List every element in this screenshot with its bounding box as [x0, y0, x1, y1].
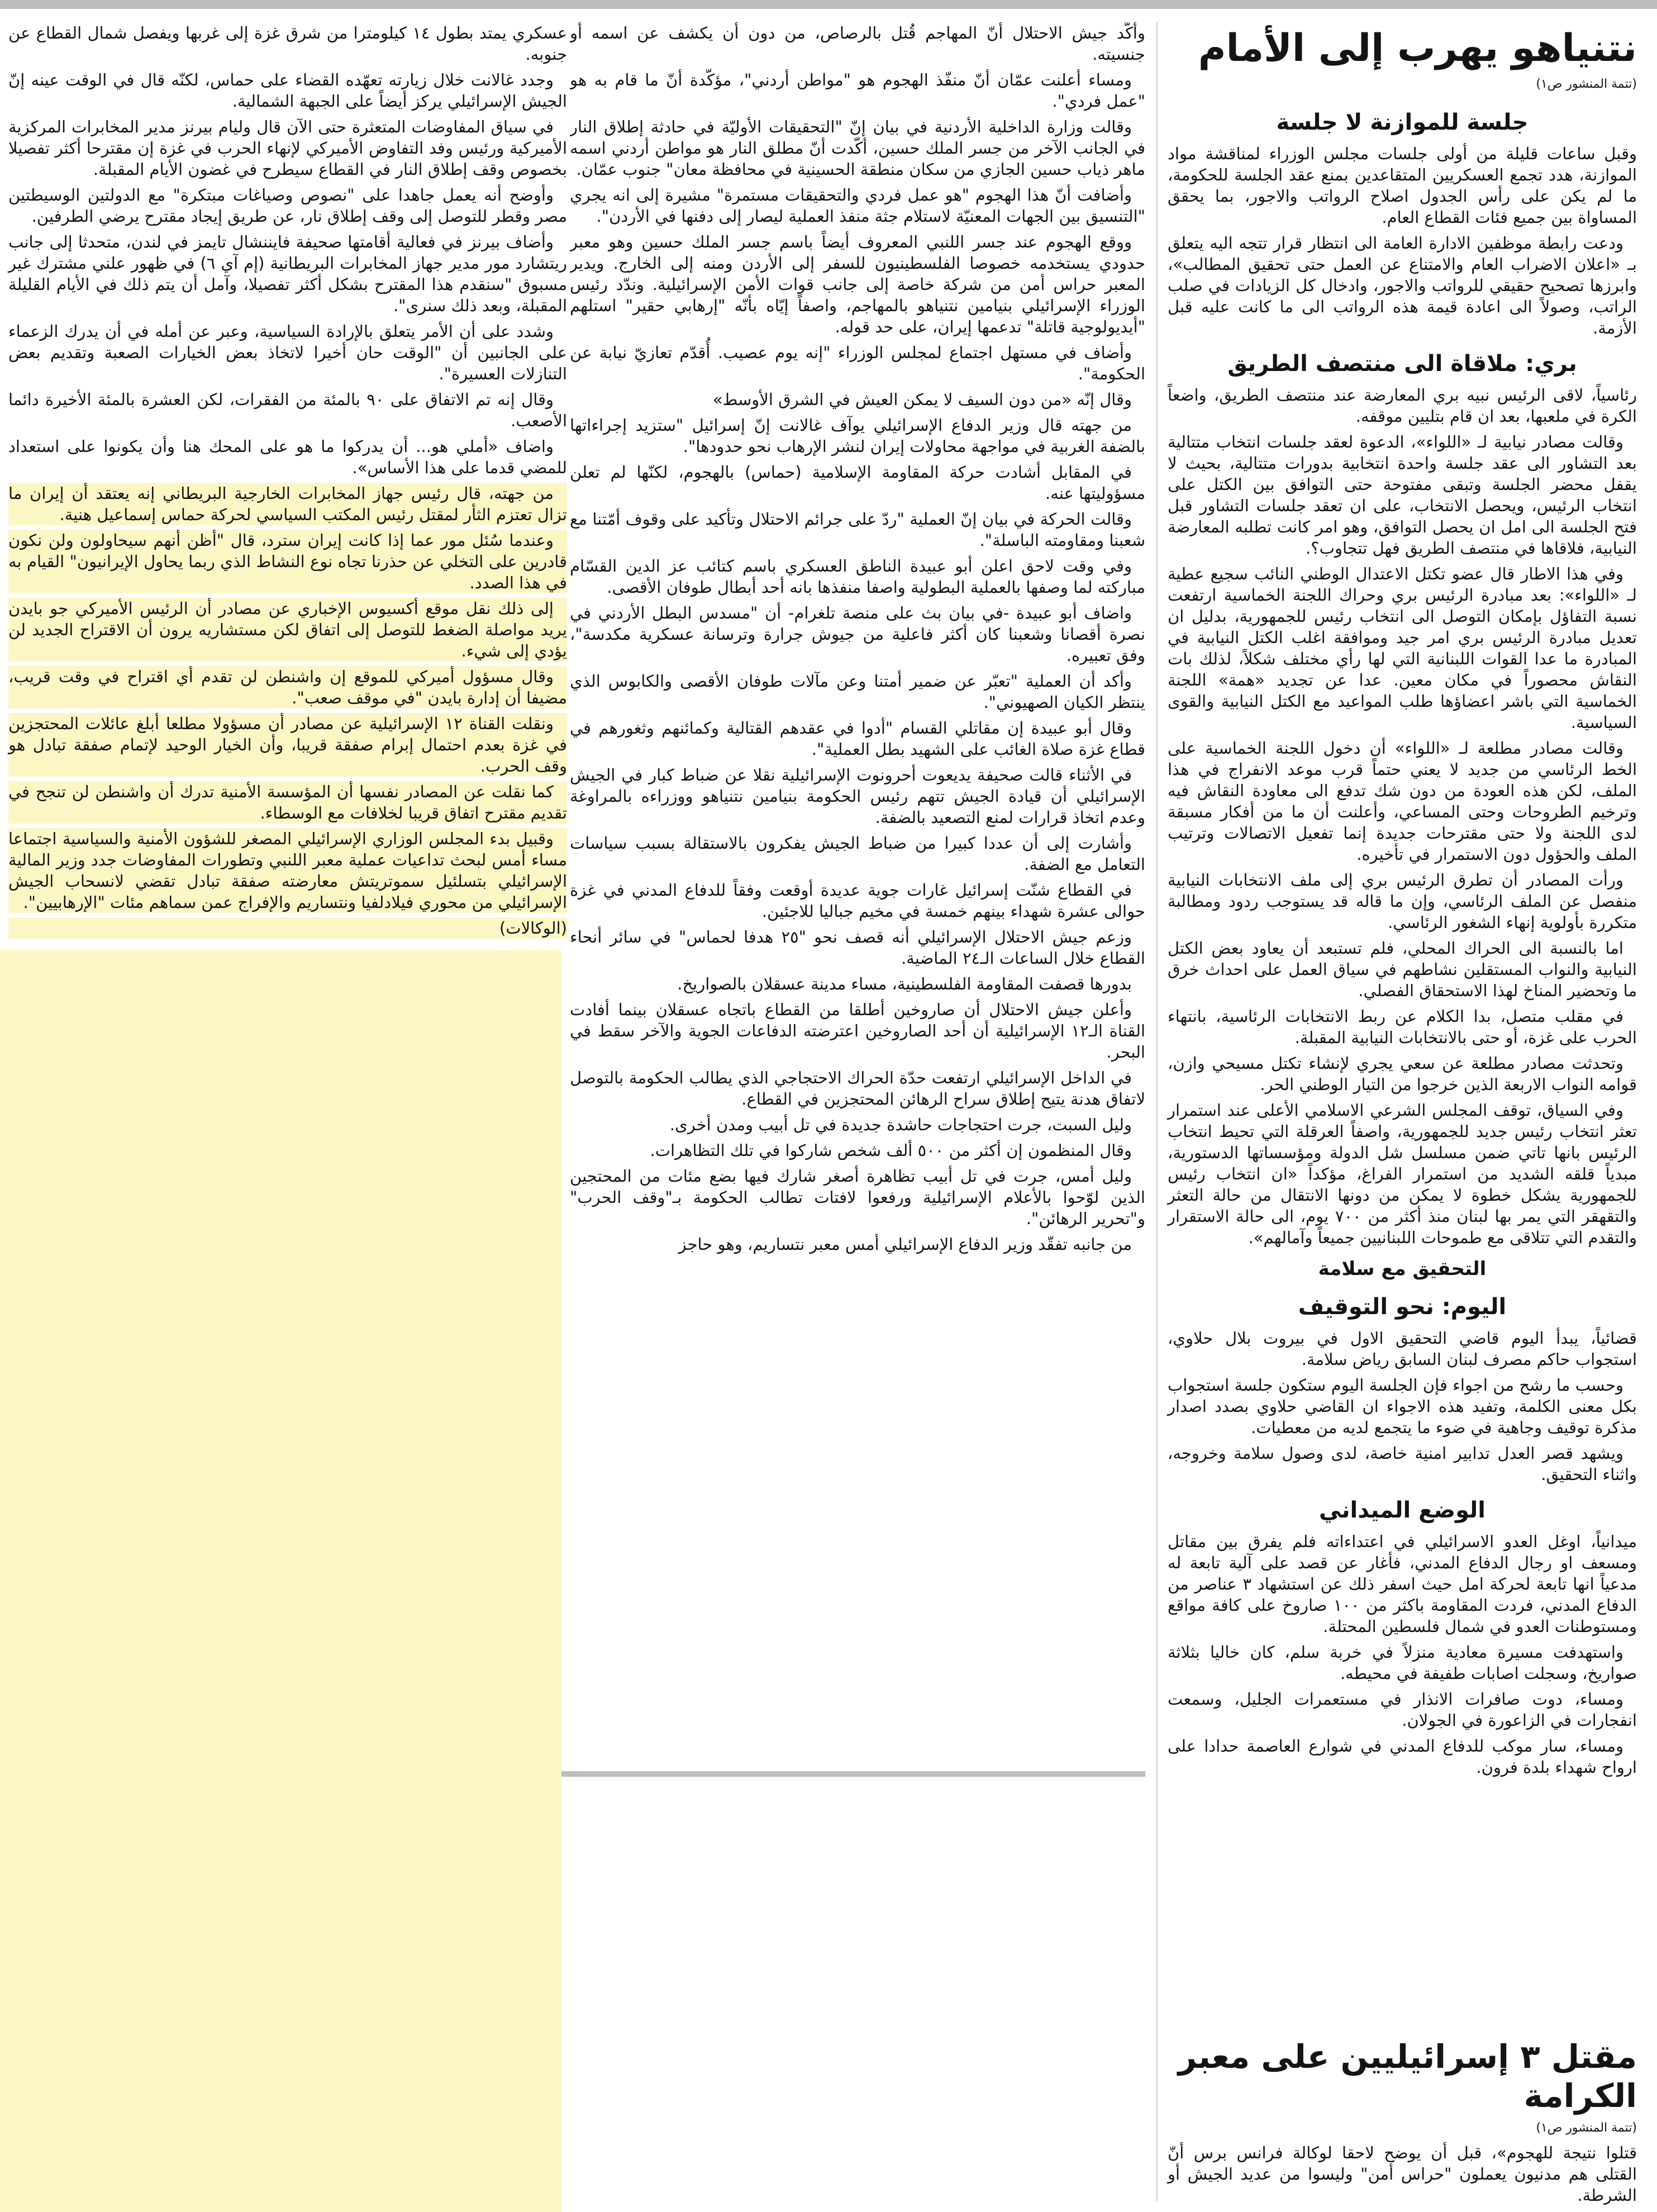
paragraph: في القطاع شنّت إسرائيل غارات جوية عديدة أوقعت وفقاً للدفاع المدني في غزة حوالى عشرة شهداء بينهم خمسة في مخيم جباليا للاجئين.: [570, 881, 1145, 921]
paragraph: ووقع الهجوم عند جسر اللنبي المعروف أيضاً باسم جسر الملك حسين وهو معبر حدودي يستخدمه خصوصا الفلسطينيون للسفر إلى الأردن ومنه إلى الخارج. ويدير المعبر حراس أمن من شركة خاصة إلى جانب قوات الأمن الإسرائيلية. وندّد رئيس الوزراء الإسرائيلي بنيامين نتنياهو بالمهاجم، واصفاً إيّاه بأنّه "إرهابي حقير" استلهم "أيديولوجية قاتلة" تدعمها إيران، على حد قوله.: [570, 232, 1145, 336]
paragraph: وأعلن جيش الاحتلال أن صاروخين أطلقا من القطاع باتجاه عسقلان بينما أفادت القناة الـ١٢ الإسرائيلية أن أحد الصاروخين اعترضته الدفاعات الجوية والآخر سقط في البحر.: [570, 1000, 1145, 1062]
highlight-region: [0, 950, 561, 2212]
paragraph: من جهته قال وزير الدفاع الإسرائيلي يوآف غالانت إنّ إسرائيل "ستزيد إجراءاتها بالضفة الغربية في مواجهة محاولات إيران لنشر الإرهاب نحو حدودها".: [570, 416, 1145, 456]
left-column: [8, 22, 567, 943]
paragraph: واضاف أبو عبيدة -في بيان بث على منصة تلغرام- أن "مسدس البطل الأردني في نصرة أقصانا وشعبنا كان أكثر فاعلية من جيوش جرارة وترسانة عسكرية مكدسة"، وفق تعبيره.: [570, 603, 1145, 665]
paragraph: كما نقلت عن المصادر نفسها أن المؤسسة الأمنية تدرك أن واشنطن لن تنجح في تقديم مقترح اتفاق قريبا لخلافات مع الوسطاء.: [8, 782, 567, 822]
paragraph: وقال المنظمون إن أكثر من ٥٠٠ ألف شخص شاركوا في تلك التظاهرات.: [650, 1141, 1132, 1160]
paragraph: وقبل ساعات قليلة من أولى جلسات مجلس الوزراء لمناقشة مواد الموازنة، هدد تجمع العسكريين المتقاعدين بمنع عقد الجلسة للحكومة، ما لم يكن على رأس الجدول اصلاح الرواتب والاجور، بما يحقق المساواة بين جميع فئات القطاع العام.: [1168, 144, 1637, 227]
middle-column: [570, 22, 1145, 1763]
paragraph: وقال مسؤول أميركي للموقع إن واشنطن لن تقدم أي اقتراح في وقت قريب، مضيفا أن إدارة بايدن "في موقف صعب".: [8, 667, 567, 707]
paragraph: قضائياً، يبدأ اليوم قاضي التحقيق الاول في بيروت بلال حلاوي، استجواب حاكم مصرف لبنان السابق رياض سلامة.: [1168, 1329, 1637, 1369]
paragraph: وأضاف بيرنز في فعالية أقامتها صحيفة فايننشال تايمز في لندن، متحدثا إلى جانب ريتشارد مور مدير جهاز المخابرات البريطانية (إم آي ٦) في ظهور علني مشترك غير مسبوق "سنقدم هذا المقترح بشكل أكثر تفصيلا، وآمل أن يتم ذلك في الأيام القليلة المقبلة، وبعد ذلك سنرى".: [8, 232, 567, 315]
paragraph: وقالت مصادر مطلعة لـ «اللواء» أن دخول اللجنة الخماسية على الخط الرئاسي من جديد لا يعني حتماً قرب موعد الانفراج في هذا الملف، لكن هذه العودة من دون شك تدفع الى معاودة النقاش فيه وترخيم الطروحات وحتى المساعي، وأعلنت أن ما من أفكار مسبقة لدى اللجنة ولا حتى مقترحات جديدة إنما تفعيل الاتصالات وترتيب الملف والحؤول دون الاستمرار في تأخيره.: [1168, 739, 1637, 864]
paragraph: وأكّد جيش الاحتلال أنّ المهاجم قُتل بالرصاص، من دون أن يكشف عن اسمه أو جنسيته.: [570, 23, 1145, 64]
paragraph: في مقلب متصل، بدا الكلام عن ربط الانتخابات الرئاسية، بانتهاء الحرب على غزة، أو حتى بالانتخابات النيابية المقبلة.: [1168, 1007, 1637, 1047]
paragraph: ومساء أعلنت عمّان أنّ منفّذ الهجوم هو "مواطن أردني"، مؤكّدة أنّ ما قام به هو "عمل فردي".: [570, 70, 1145, 111]
paragraph: وفي هذا الاطار قال عضو تكتل الاعتدال الوطني النائب سجيع عطية لـ «اللواء»: بعد مبادرة الرئيس بري وحراك اللجنة الخماسية ارتفعت نسبة التفاؤل بإمكان التوصل الى انتخاب رئيس للجمهورية، بدليل ان تعديل مبادرة الرئيس بري امر جيد وموافقة اغلب الكتل النيابية في المبادرة ما عدا القوات اللبنانية التي لها رأي مختلف شكلاً، لذلك بات النقاش محصوراً في مكان معين. عدا عن تجديد «همة» اللجنة الخماسية التي باشر اعضاؤها طلب المواعيد مع الكتل النيابية والقوى السياسية.: [1168, 564, 1637, 732]
section-subheading: اليوم: نحو التوقيف: [1298, 1294, 1507, 1320]
paragraph: وأكد أن العملية "تعبّر عن ضمير أمتنا وعن مآلات طوفان الأقصى والكابوس الذي ينتظر الكيان الصهيوني".: [570, 672, 1145, 712]
paragraph: إلى ذلك نقل موقع أكسيوس الإخباري عن مصادر أن الرئيس الأميركي جو بايدن يريد مواصلة الضغط للتوصل إلى اتفاق لكن مستشاريه يرون أن الاقتراح الجديد لن يؤدي إلى شيء.: [8, 599, 567, 660]
paragraph: وقبيل بدء المجلس الوزاري الإسرائيلي المصغر للشؤون الأمنية والسياسية اجتماعا مساء أمس لبحث تداعيات عملية معبر اللنبي وتطورات المفاوضات جدد وزير المالية الإسرائيلي بتسلئيل سموتريتش معارضته صفقة تبادل تقضي لانسحاب الجيش الإسرائيلي من محوري فيلادلفيا ونتساريم والإفراج عمن سماهم مئات "الإرهابيين".: [8, 829, 567, 912]
continuation-note: (تتمة المنشور ص١): [1536, 2121, 1637, 2135]
paragraph: وأضاف في مستهل اجتماع لمجلس الوزراء "إنه يوم عصيب. أُقدّم تعازيّ نيابة عن الحكومة".: [570, 343, 1145, 383]
paragraph: عسكري يمتد بطول ١٤ كيلومترا من شرق غزة إلى غربها ويفصل شمال القطاع عن جنوبه.: [8, 23, 567, 64]
second-article: [1168, 2034, 1637, 2210]
second-headline: مقتل ٣ إسرائيليين على معبر الكرامة: [1178, 2038, 1637, 2115]
paragraph: وأشارت إلى أن عددا كبيرا من ضباط الجيش يفكرون بالاستقالة بسبب سياسات التعامل مع الضفة.: [570, 834, 1145, 874]
paragraph: وعندما سُئل مور عما إذا كانت إيران سترد، قال "أظن أنهم سيحاولون ولن نكون قادرين على التخلي عن حذرنا تجاه نوع النشاط الذي ربما يحاول الإيرانيون" القيام به في هذا الصدد.: [8, 531, 567, 592]
continuation-note: (تتمة المنشور ص١): [1536, 77, 1637, 91]
paragraph: وقالت الحركة في بيان إنّ العملية "ردّ على جرائم الاحتلال وتأكيد على وقوف أمّتنا مع شعبنا ومقاومته الباسلة".: [570, 510, 1145, 550]
paragraph: ورأت المصادر أن تطرق الرئيس بري إلى ملف الانتخابات النيابية منفصل عن الملف الرئاسي، وإن ما قاله قد يستوجب ردود ومطالبة متكررة بأولوية إنهاء الشغور الرئاسي.: [1168, 870, 1637, 932]
main-article-column: [1168, 22, 1637, 1782]
paragraph: من جانبه تفقّد وزير الدفاع الإسرائيلي أمس معبر نتساريم، وهو حاجز: [678, 1235, 1132, 1254]
paragraph: واضاف «أملي هو... أن يدركوا ما هو على المحك هنا وأن يكونوا على استعداد للمضي قدما على هذا الأساس».: [8, 437, 567, 477]
paragraph: من جهته، قال رئيس جهاز المخابرات الخارجية البريطاني إنه يعتقد أن إيران ما تزال تعتزم الثأر لمقتل رئيس المكتب السياسي لحركة حماس إسماعيل هنية.: [8, 484, 567, 524]
top-border: [0, 0, 1657, 9]
paragraph: في سياق المفاوضات المتعثرة حتى الآن قال وليام بيرنز مدير المخابرات المركزية الأميركية ورئيس وفد التفاوض الأميركي لإنهاء الحرب في غزة إن مقترحا أكثر تفصيلا بخصوص وقف إطلاق النار في القطاع سيطرح في غضون الأيام المقبلة.: [8, 117, 567, 179]
paragraph: وشدد على أن الأمر يتعلق بالإرادة السياسية، وعبر عن أمله في أن يدرك الزعماء على الجانبين أن "الوقت حان أخيرا لاتخاذ بعض الخيارات الصعبة وتقديم بعض التنازلات العسيرة".: [8, 322, 567, 383]
paragraph: وقال إنه تم الاتفاق على ٩٠ بالمئة من الفقرات، لكن العشرة بالمئة الأخيرة دائما الأصعب.: [8, 390, 567, 430]
paragraph: رئاسياً، لاقى الرئيس نبيه بري المعارضة عند منتصف الطريق، واضعاً الكرة في ملعبها، بعد ان قام بتليين موقفه.: [1168, 386, 1637, 426]
paragraph: وليل السبت، جرت احتجاجات حاشدة جديدة في تل أبيب ومدن أخرى.: [669, 1115, 1132, 1134]
paragraph: في المقابل أشادت حركة المقاومة الإسلامية (حماس) بالهجوم، لكنّها لم تعلن مسؤوليتها عنه.: [570, 463, 1145, 503]
paragraph: وأضافت أنّ هذا الهجوم "هو عمل فردي والتحقيقات مستمرة" مشيرة إلى انه يجري "التنسيق بين الجهات المعنيّة لاستلام جثة منفذ العملية ليصار إلى دفنها في الأردن".: [570, 185, 1145, 226]
section-divider: [561, 1771, 1145, 1777]
paragraph: وقالت وزارة الداخلية الأردنية في بيان إنّ "التحقيقات الأوليّة في حادثة إطلاق النار في الجانب الآخر من جسر الملك حسين، أكّدت أنّ مطلق النار هو مواطن أردني اسمه ماهر ذياب حسين الجازي من سكان منطقة الحسينية في محافظة معان" جنوب عمّان.: [570, 117, 1145, 179]
paragraph: وفي السياق، توقف المجلس الشرعي الاسلامي الأعلى عند استمرار تعثر انتخاب رئيس جديد للجمهورية، واصفاً العرقلة التي تحيط انتخاب الرئيس بانها تاتي ضمن مسلسل شل الدولة ومؤسساتها الدستورية، مبدياً قلقه الشديد من استمرار الفراغ، مؤكداً «ان انتخاب رئيس للجمهورية يشكل خطوة لا يمكن من دونها الانتقال من حالة التعثر والتقهقر التي يمر بها لبنان منذ أكثر من ٧٠٠ يوم، الى حالة الاستقرار والتقدم التي تتلاقى مع طموحات اللبنانيين جميعاً وآمالهم».: [1168, 1101, 1637, 1247]
paragraph: وقالت مصادر نيابية لـ «اللواء»، الدعوة لعقد جلسات انتخاب متتالية بعد التشاور الى عقد جلسة واحدة انتخابية بدورات متتالية، بحيث لا يقفل محضر الجلسة وتبقى مفتوحة حتى التوافق بين الكتل على انتخاب الرئيس، ويحصل الانتخاب، على ان تعقد جلسات التشاور قبل فتح الجلسة الى امل ان يحصل التوافق، وهو امر كانت تطلبه المعارضة النيابية، فلاقاها في منتصف الطريق فهل تتجاوب؟.: [1168, 432, 1637, 558]
paragraph: وزعم جيش الاحتلال الإسرائيلي أنه قصف نحو "٢٥ هدفا لحماس" في سائر أنحاء القطاع خلال الساعات الـ٢٤ الماضية.: [570, 927, 1145, 968]
column-rule: [1156, 22, 1158, 2201]
paragraph: في الأثناء قالت صحيفة يديعوت أحرونوت الإسرائيلية نقلا عن ضباط كبار في الجيش الإسرائيلي أن قيادة الجيش تتهم رئيس الحكومة بنيامين نتنياهو ووزراءه بالمراوغة وعدم اتخاذ قرارات لمنع التصعيد بالضفة.: [570, 765, 1145, 827]
agency-credit: (الوكالات): [8, 917, 567, 939]
paragraph: وحسب ما رشح من اجواء فإن الجلسة اليوم ستكون جلسة استجواب بكل معنى الكلمة، وتفيد هذه الاجواء ان القاضي حلاوي بصدد اصدار مذكرة توقيف وجاهية في ضوء ما يتجمع لديه من معطيات.: [1168, 1376, 1637, 1437]
section-heading: بري: ملاقاة الى منتصف الطريق: [1227, 351, 1577, 377]
paragraph: اما بالنسبة الى الحراك المحلي، فلم تستبعد أن يعاود بعض الكتل النيابية والنواب المستقلين نشاطهم في سياق العمل على احداث خرق ما وتحضير المناخ لهذا الاستحقاق الفصلي.: [1168, 939, 1637, 1000]
paragraph: وقال إنّه «من دون السيف لا يمكن العيش في الشرق الأوسط»: [712, 390, 1132, 409]
paragraph: ويشهد قصر العدل تدابير امنية خاصة، لدى وصول سلامة وخروجه، واثناء التحقيق.: [1168, 1444, 1637, 1484]
paragraph: ونقلت القناة ١٢ الإسرائيلية عن مصادر أن مسؤولا مطلعا أبلغ عائلات المحتجزين في غزة بعدم احتمال إبرام صفقة قريبا، وأن الخيار الوحيد لإتمام صفقة تبادل هو وقف الحرب.: [8, 714, 567, 776]
paragraph: ميدانياً، اوغل العدو الاسرائيلي في اعتداءاته فلم يفرق بين مقاتل ومسعف او رجال الدفاع المدني، فأغار عن قصد على آلية تابعة له مدعياً انها تابعة لحركة امل حيث اسفر ذلك عن استشهاد ٣ عناصر من الدفاع المدني، فردت المقاومة باكثر من ١٠٠ صاروخ على كافة مواقع ومستوطنات العدو في شمال فلسطين المحتلة.: [1168, 1532, 1637, 1636]
paragraph: بدورها قصفت المقاومة الفلسطينية، مساء مدينة عسقلان بالصواريخ.: [677, 974, 1132, 993]
paragraph: وقال أبو عبيدة إن مقاتلي القسام "أدوا في عقدهم القتالية وكمائنهم وثغورهم في قطاع غزة صلاة الغائب على الشهيد بطل العملية".: [570, 719, 1145, 759]
paragraph: ومساء، سار موكب للدفاع المدني في شوارع العاصمة حدادا على ارواح شهداء بلدة فرون.: [1168, 1737, 1637, 1777]
paragraph: وجدد غالانت خلال زيارته تعهّده القضاء على حماس، لكنّه قال في الوقت عينه إنّ الجيش الإسرائيلي يركز أيضاً على الجبهة الشمالية.: [8, 70, 567, 111]
paragraph: وتحدثت مصادر مطلعة عن سعي يجري لإنشاء تكتل مسيحي وازن، قوامه النواب الاربعة الذين خرجوا من التيار الوطني الحر.: [1168, 1054, 1637, 1094]
section-heading: جلسة للموازنة لا جلسة: [1276, 110, 1529, 135]
paragraph: وأوضح أنه يعمل جاهدا على "نصوص وصياغات مبتكرة" مع الدولتين الوسيطتين مصر وقطر للتوصل إلى وقف إطلاق نار، عن طريق إيجاد مقترح يرضي الطرفين.: [8, 185, 567, 226]
paragraph: ومساء، دوت صافرات الانذار في مستعمرات الجليل، وسمعت انفجارات في الزاعورة في الجولان.: [1168, 1690, 1637, 1730]
paragraph: وليل أمس، جرت في تل أبيب تظاهرة أصغر شارك فيها بضع مئات من المحتجين الذين لوّحوا بالأعلام الإسرائيلية ورفعوا لافتات تطالب الحكومة بـ"وقف الحرب" و"تحرير الرهائن".: [570, 1167, 1145, 1228]
paragraph: واستهدفت مسيرة معادية منزلاً في خربة سلم، كان خاليا بثلاثة صواريخ، وسجلت اصابات طفيفة في محيطه.: [1168, 1643, 1637, 1683]
paragraph: قتلوا نتيجة للهجوم»، قبل أن يوضح لاحقا لوكالة فرانس برس أنّ القتلى هم مدنيون يعملون "حراس أمن" وليسوا من عديد الجيش أو الشرطة.: [1168, 2143, 1637, 2205]
paragraph: ودعت رابطة موظفين الادارة العامة الى انتظار قرار تتجه اليه يتعلق بـ «اعلان الاضراب العام والامتناع عن العمل حتى تحقيق المطالب»، وابرزها تصحيح حقيقي للرواتب والاجور، وادخال كل الزيادات في صلب الراتب، وصولاً الى اعادة قيمة هذه الرواتب الى ما كانت عليه قبل الأزمة.: [1168, 234, 1637, 337]
paragraph: وفي وقت لاحق اعلن أبو عبيدة الناطق العسكري باسم كتائب عز الدين القسّام مباركته لما وصفها بالعملية البطولية واصفا منفذها بانه أحد أبطال طوفان الأقصى.: [570, 556, 1145, 597]
main-headline: نتنياهو يهرب إلى الأمام: [1198, 26, 1637, 70]
paragraph: في الداخل الإسرائيلي ارتفعت حدّة الحراك الاحتجاجي الذي يطالب الحكومة بالتوصل لاتفاق هدنة يتيح إطلاق سراح الرهائن المحتجزين في القطاع.: [570, 1068, 1145, 1109]
section-heading: التحقيق مع سلامة: [1318, 1258, 1487, 1280]
section-heading: الوضع الميداني: [1319, 1497, 1485, 1523]
